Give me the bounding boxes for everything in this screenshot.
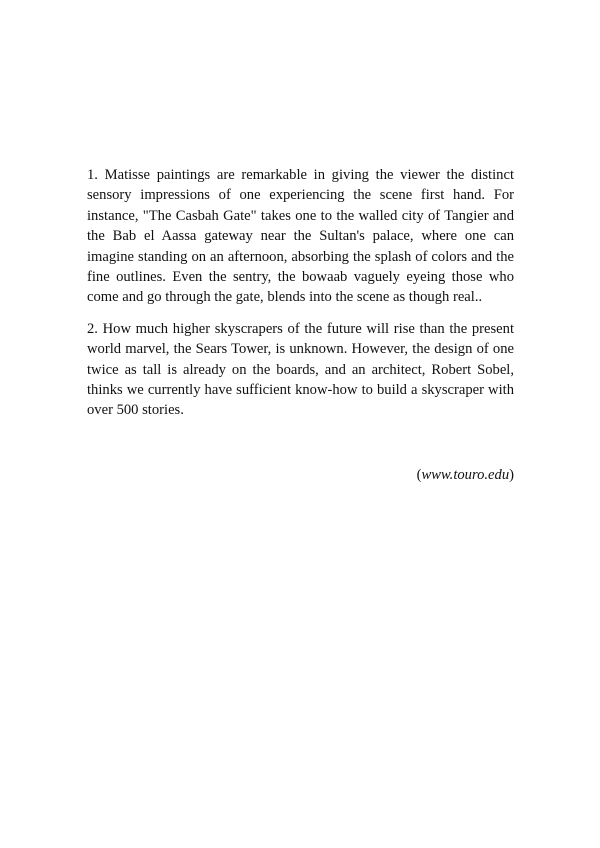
paragraph-skyscrapers: 2. How much higher skyscrapers of the future will rise than the present world marvel, the Sears Tower, is unknown. However, the design of one twice as tall is already on the boards, and an architect, Robert Sobel, thinks we currently have sufficient know-how to build a skyscraper with over 500 stories. [87, 320, 514, 419]
source-url: www.touro.edu [421, 467, 510, 483]
source-citation [87, 465, 514, 485]
paragraph-matisse: 1. Matisse paintings are remarkable in giving the viewer the distinct sensory impressions of one experiencing the scene first hand. For instance, "The Casbah Gate" takes one to the walled city of Tangier and the Bab el Aassa gateway near the Sultan's palace, where one can imagine standing on an afternoon, absorbing the splash of colors and the fine outlines. Even the sentry, the bowaab vaguely eyeing those who come and go through the gate, blends into the scene as though real.. [87, 167, 514, 306]
source-open-paren: ( [416, 467, 422, 483]
document-body [87, 165, 514, 421]
source-close-paren: ) [509, 467, 514, 483]
